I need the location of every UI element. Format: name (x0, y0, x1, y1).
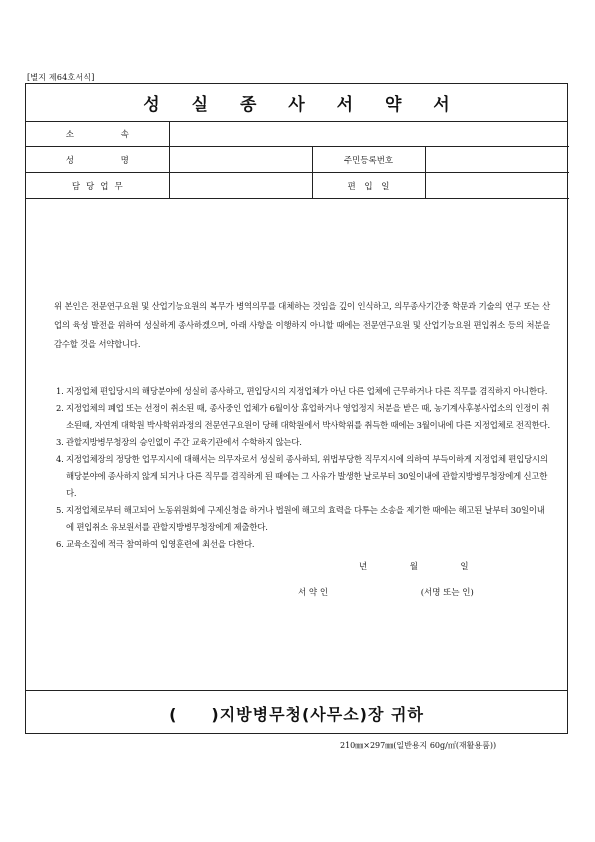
day-label: 일 (460, 562, 469, 572)
pledge-item (56, 502, 552, 536)
item-number: 4. (56, 454, 64, 464)
addressee-row (26, 690, 567, 735)
document-title: 성 실 종 사 서 약 서 (143, 95, 463, 115)
resident-number-field[interactable] (425, 147, 569, 173)
name-field[interactable] (169, 147, 312, 173)
name-label: 성 명 (26, 147, 169, 173)
item-number: 2. (56, 403, 64, 413)
item-text: 지정업체 편입당시의 해당분야에 성실히 종사하고, 편입당시의 지정업체가 아닌 다른 업체에 근무하거나 다른 직무를 겸직하지 아니한다. (66, 386, 548, 396)
enlistment-date-field[interactable] (425, 173, 569, 199)
item-text: 교육소집에 적극 참여하여 입영훈련에 최선을 다한다. (66, 539, 255, 549)
item-number: 6. (56, 539, 64, 549)
pledge-form (25, 83, 568, 734)
duty-label: 담당업무 (26, 173, 169, 199)
pledge-intro: 위 본인은 전문연구요원 및 산업기능요원의 복무가 병역의무를 대체하는 것임을 깊이 인식하고, 의무종사기간중 학문과 기술의 연구 또는 산업의 육성 발전을 위하여 성실하게 종사하겠으며, 아래 사항을 이행하지 아니할 때에는 전문연구요원 및 산업기능요원 편입취소 등의 처분을 감수할 것을 서약합니다. (54, 301, 550, 349)
resident-number-label: 주민등록번호 (312, 147, 425, 173)
affiliation-field[interactable] (169, 121, 569, 147)
pledge-item (56, 434, 552, 451)
form-number: [별지 제64호서식] (27, 73, 95, 82)
duty-field[interactable] (169, 173, 312, 199)
item-text: 지정업체장의 정당한 업무지시에 대해서는 의무자로서 성실히 종사하되, 위법부당한 직무지시에 의하여 부득이하게 지정업체 편입당시의 해당분야에 종사하지 않게 되거나 다른 직무를 겸직하게 된 때에는 그 사유가 발생한 날로부터 30일이내에 관할지방병무청장에게 신고한다. (66, 454, 548, 498)
item-number: 3. (56, 437, 64, 447)
date-line (359, 560, 469, 572)
pledge-items (56, 383, 552, 553)
item-number: 1. (56, 386, 64, 396)
signer-label: 서 약 인 (298, 588, 329, 598)
signature-hint: (서명 또는 인) (420, 588, 474, 598)
personal-info-table (26, 121, 569, 199)
pledge-item (56, 536, 552, 553)
item-number: 5. (56, 505, 64, 515)
addressee: ( )지방병무청(사무소)장 귀하 (169, 704, 424, 724)
item-text: 관할지방병무청장의 승인없이 주간 교육기관에서 수학하지 않는다. (66, 437, 302, 447)
affiliation-label: 소 속 (26, 121, 169, 147)
pledge-item (56, 451, 552, 502)
title-row (26, 84, 567, 122)
year-label: 년 (359, 562, 368, 572)
paper-spec-footnote: 210㎜×297㎜(일반용지 60g/㎡(재활용품)) (340, 741, 497, 750)
month-label: 월 (409, 562, 418, 572)
item-text: 지정업체로부터 해고되어 노동위원회에 구제신청을 하거나 법원에 해고의 효력을 다투는 소송을 제기한 때에는 해고된 날부터 30일이내에 편입취소 유보원서를 관할지방병무청장에게 제출한다. (66, 505, 545, 532)
item-text: 지정업체의 폐업 또는 선정이 취소된 때, 종사중인 업체가 6월이상 휴업하거나 영업정지 처분을 받은 때, 농기계사후봉사업소의 인정이 취소된때, 자연계 대학원 박사학위과정의 전문연구요원이 당해 대학원에서 박사학위를 취득한 때에는 3월이내에 다른 지정업체로 전직한다. (66, 403, 550, 430)
pledge-item (56, 383, 552, 400)
enlistment-date-label: 편 입 일 (312, 173, 425, 199)
signer-line (298, 586, 474, 598)
pledge-item (56, 400, 552, 434)
